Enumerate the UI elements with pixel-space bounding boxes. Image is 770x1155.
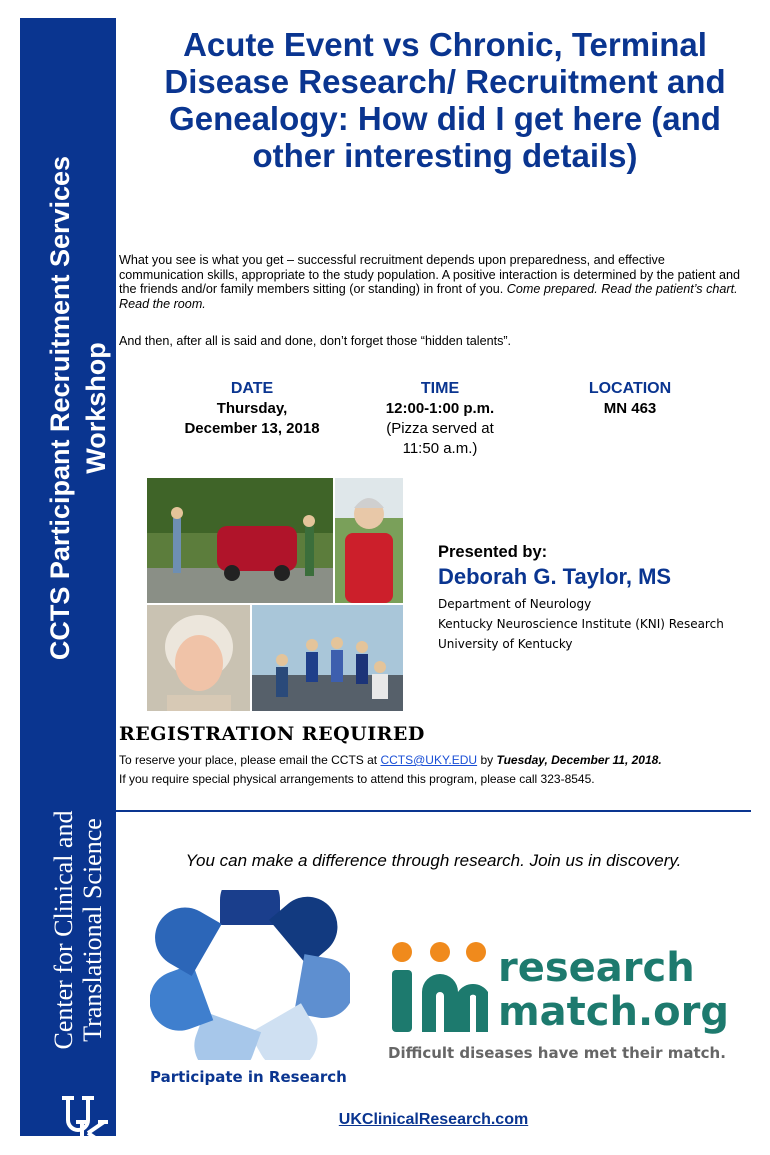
location-column [555,379,705,419]
researchmatch-logo-icon [388,940,492,1032]
participate-in-research-logo-icon [150,890,350,1060]
date-header: DATE [230,380,274,397]
sidebar-institution-line2: Translational Science [78,818,107,1042]
sidebar-institution-line1: Center for Clinical and [49,810,78,1050]
time-line1: 12:00-1:00 p.m. [385,400,495,417]
photo-portrait-red-shirt [335,478,403,603]
footer-tagline: You can make a difference through research. Join us in discovery. [185,851,682,870]
registration-deadline: Tuesday, December 11, 2018. [496,753,662,767]
registration-line-1 [119,753,759,767]
photo-portrait-glasses [147,605,250,711]
presenter-label: Presented by: [438,543,548,561]
intro-paragraph-2: And then, after all is said and done, don’t forget those “hidden talents”. [119,334,512,348]
location-header: LOCATION [588,380,672,397]
intro-paragraph [119,253,749,311]
sidebar-institution [49,770,107,1090]
registration-line-2: If you require special physical arrangements to attend this program, please call 323-8545. [119,772,595,786]
sidebar-title [42,58,114,758]
intro-text: What you see is what you get – successful recruitment depends upon preparedness, and effective communication skills, appropriate to the study population. A positive interaction is determined by the patient and the friends and/or family members sitting (or standing) in front of you. [119,253,740,297]
time-column [355,379,525,459]
website-link[interactable]: UKClinicalResearch.com [338,1111,529,1128]
photo-collage [147,478,403,711]
date-line2: December 13, 2018 [184,420,320,437]
sidebar-title-line1: CCTS Participant Recruitment Services [45,155,75,661]
researchmatch-tagline: Difficult diseases have met their match. [388,1044,726,1062]
presenter-name: Deborah G. Taylor, MS [438,564,672,589]
location-value: MN 463 [603,400,657,417]
event-title: Acute Event vs Chronic, Terminal Disease Research/ Recruitment and Genealogy: How did I get here (and other interesting details) [164,26,726,174]
researchmatch-word-match: match.org [498,989,730,1035]
registration-mid: by [477,753,497,767]
photo-group-indoor [252,605,403,711]
registration-prefix: To reserve your place, please email the CCTS at [119,753,381,767]
date-line1: Thursday, [216,400,288,417]
photo-group-outdoors [147,478,333,603]
registration-heading: REGISTRATION REQUIRED [119,723,425,745]
sidebar-banner [20,18,116,1136]
intro-italic-text: Come prepared. Read the patient’s chart. Read the room. [119,282,738,311]
participate-in-research-label: Participate in Research [150,1068,347,1086]
presenter-affiliation-1: Department of Neurology [438,597,592,611]
sidebar-title-line2: Workshop [81,342,111,474]
presenter-block [438,543,758,654]
presenter-affiliation-2: Kentucky Neuroscience Institute (KNI) Research [438,617,724,631]
time-header: TIME [420,380,460,397]
presenter-affiliation-3: University of Kentucky [438,637,573,651]
email-link[interactable]: CCTS@UKY.EDU [380,753,478,767]
time-line3: 11:50 a.m.) [402,440,478,457]
uk-logo-icon [56,1092,112,1148]
date-column [152,379,352,439]
researchmatch-word-research: research [498,945,695,991]
section-divider [116,810,751,812]
time-line2: (Pizza served at [386,420,494,437]
